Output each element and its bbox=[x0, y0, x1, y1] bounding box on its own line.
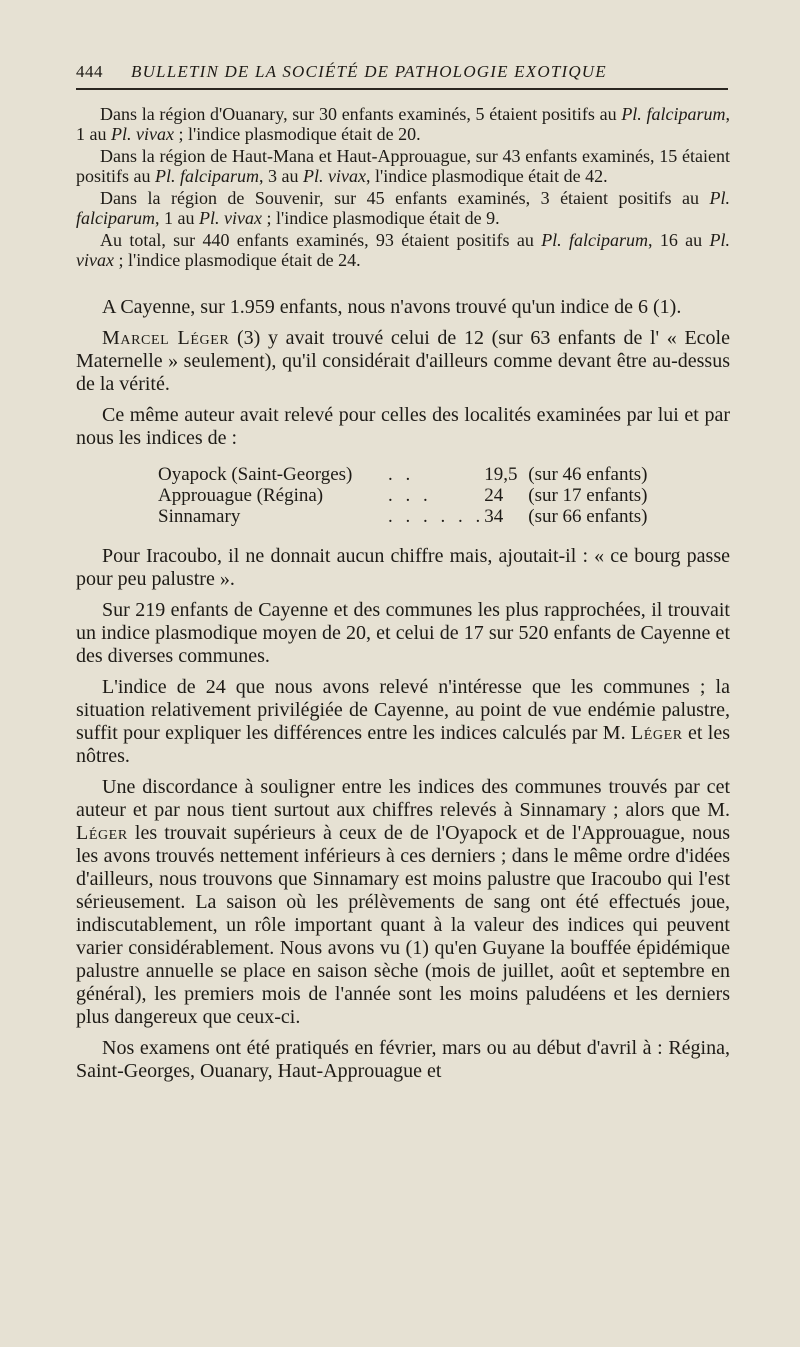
table-row bbox=[158, 506, 648, 527]
table-cell-count: (sur 46 enfants) bbox=[528, 464, 648, 485]
paragraph-sur-219: Sur 219 enfants de Cayenne et des communes les plus rapprochées, il trouvait un indice plasmodique moyen de 20, et celui de 17 sur 520 enfants de Cayenne et des diverses communes. bbox=[76, 599, 730, 667]
journal-title: BULLETIN DE LA SOCIÉTÉ DE PATHOLOGIE EXOTIQUE bbox=[131, 62, 607, 81]
page-number: 444 bbox=[76, 62, 103, 81]
table-cell-dots: . . . . . . bbox=[388, 506, 485, 527]
table-cell-place: Oyapock (Saint-Georges) bbox=[158, 464, 353, 485]
author-name: Marcel Léger bbox=[102, 327, 230, 349]
paragraph-total: Au total, sur 440 enfants examinés, 93 étaient positifs au Pl. falciparum, 16 au Pl. vivax ; l'indice plasmodique était de 24. bbox=[76, 230, 730, 270]
paragraph-discordance: Une discordance à souligner entre les indices des communes trouvés par cet auteur et par nous tient surtout aux chiffres relevés à Sinnamary ; alors que M. Léger les trouvait supérieurs à ceux de de l'Oyapock et de l'Approuague, nous les avons trouvés nettement inférieurs à ces derniers ; dans le même ordre d'idées d'ailleurs, nous trouvons que Sinnamary est moins palustre que Iracoubo qui l'est sérieusement. La saison où les prélèvements de sang ont été effectués joue, indiscutablement, un rôle important quant à la valeur des indices qui peuvent varier considérablement. Nous avons vu (1) qu'en Guyane la bouffée épidémique palustre annuelle se place en saison sèche (mois de juillet, août et septembre en général), les premiers mois de l'année sont les moins paludéens et les derniers plus dangereux que ceux-ci. bbox=[76, 776, 730, 1028]
table-cell-dots: . . bbox=[388, 464, 415, 485]
main-text-block bbox=[76, 296, 730, 1083]
table-cell-value: 19,5 bbox=[484, 464, 518, 485]
table-cell-place: Sinnamary bbox=[158, 506, 241, 527]
table-cell-place: Approuague (Régina) bbox=[158, 485, 324, 506]
table-row bbox=[158, 485, 648, 506]
paragraph-souvenir: Dans la région de Souvenir, sur 45 enfants examinés, 3 étaient positifs au Pl. falciparum, 1 au Pl. vivax ; l'indice plasmodique était de 9. bbox=[76, 188, 730, 228]
paragraph-iracoubo: Pour Iracoubo, il ne donnait aucun chiffre mais, ajoutait-il : « ce bourg passe pour peu palustre ». bbox=[76, 545, 730, 590]
paragraph-haut-mana: Dans la région de Haut-Mana et Haut-Approuague, sur 43 enfants examinés, 15 étaient positifs au Pl. falciparum, 3 au Pl. vivax, l'indice plasmodique était de 42. bbox=[76, 146, 730, 186]
paragraph-cayenne: A Cayenne, sur 1.959 enfants, nous n'avons trouvé qu'un indice de 6 (1). bbox=[102, 296, 682, 318]
paragraph-ouanary: Dans la région d'Ouanary, sur 30 enfants examinés, 5 étaient positifs au Pl. falciparum, 1 au Pl. vivax ; l'indice plasmodique était de 20. bbox=[76, 104, 731, 144]
table-cell-dots: . . . bbox=[388, 485, 432, 506]
paragraph-examens: Nos examens ont été pratiqués en février, mars ou au début d'avril à : Régina, Saint-Georges, Ouanary, Haut-Approuague et bbox=[76, 1037, 730, 1082]
paragraph-indice-24: L'indice de 24 que nous avons relevé n'intéresse que les communes ; la situation relativement privilégiée de Cayenne, au point de vue endémie palustre, suffit pour expliquer les différences entre les indices calculés par M. Léger et les nôtres. bbox=[76, 676, 730, 767]
paragraph-leger: Marcel Léger (3) y avait trouvé celui de 12 (sur 63 enfants de l' « Ecole Maternelle » seulement), qu'il considérait d'ailleurs comme devant être au-dessus de la vérité. bbox=[76, 327, 730, 395]
regional-results-block bbox=[76, 104, 730, 270]
table-cell-count: (sur 17 enfants) bbox=[528, 485, 648, 506]
paragraph-same-author: Ce même auteur avait relevé pour celles des localités examinées par lui et par nous les indices de : bbox=[76, 404, 730, 449]
table-cell-value: 24 bbox=[484, 485, 504, 506]
indices-table bbox=[158, 464, 648, 527]
table-cell-count: (sur 66 enfants) bbox=[528, 506, 648, 527]
author-name: Léger bbox=[76, 822, 128, 844]
table-cell-value: 34 bbox=[484, 506, 504, 527]
running-header bbox=[76, 62, 728, 90]
author-name: Léger bbox=[630, 722, 683, 744]
table-row bbox=[158, 464, 648, 485]
